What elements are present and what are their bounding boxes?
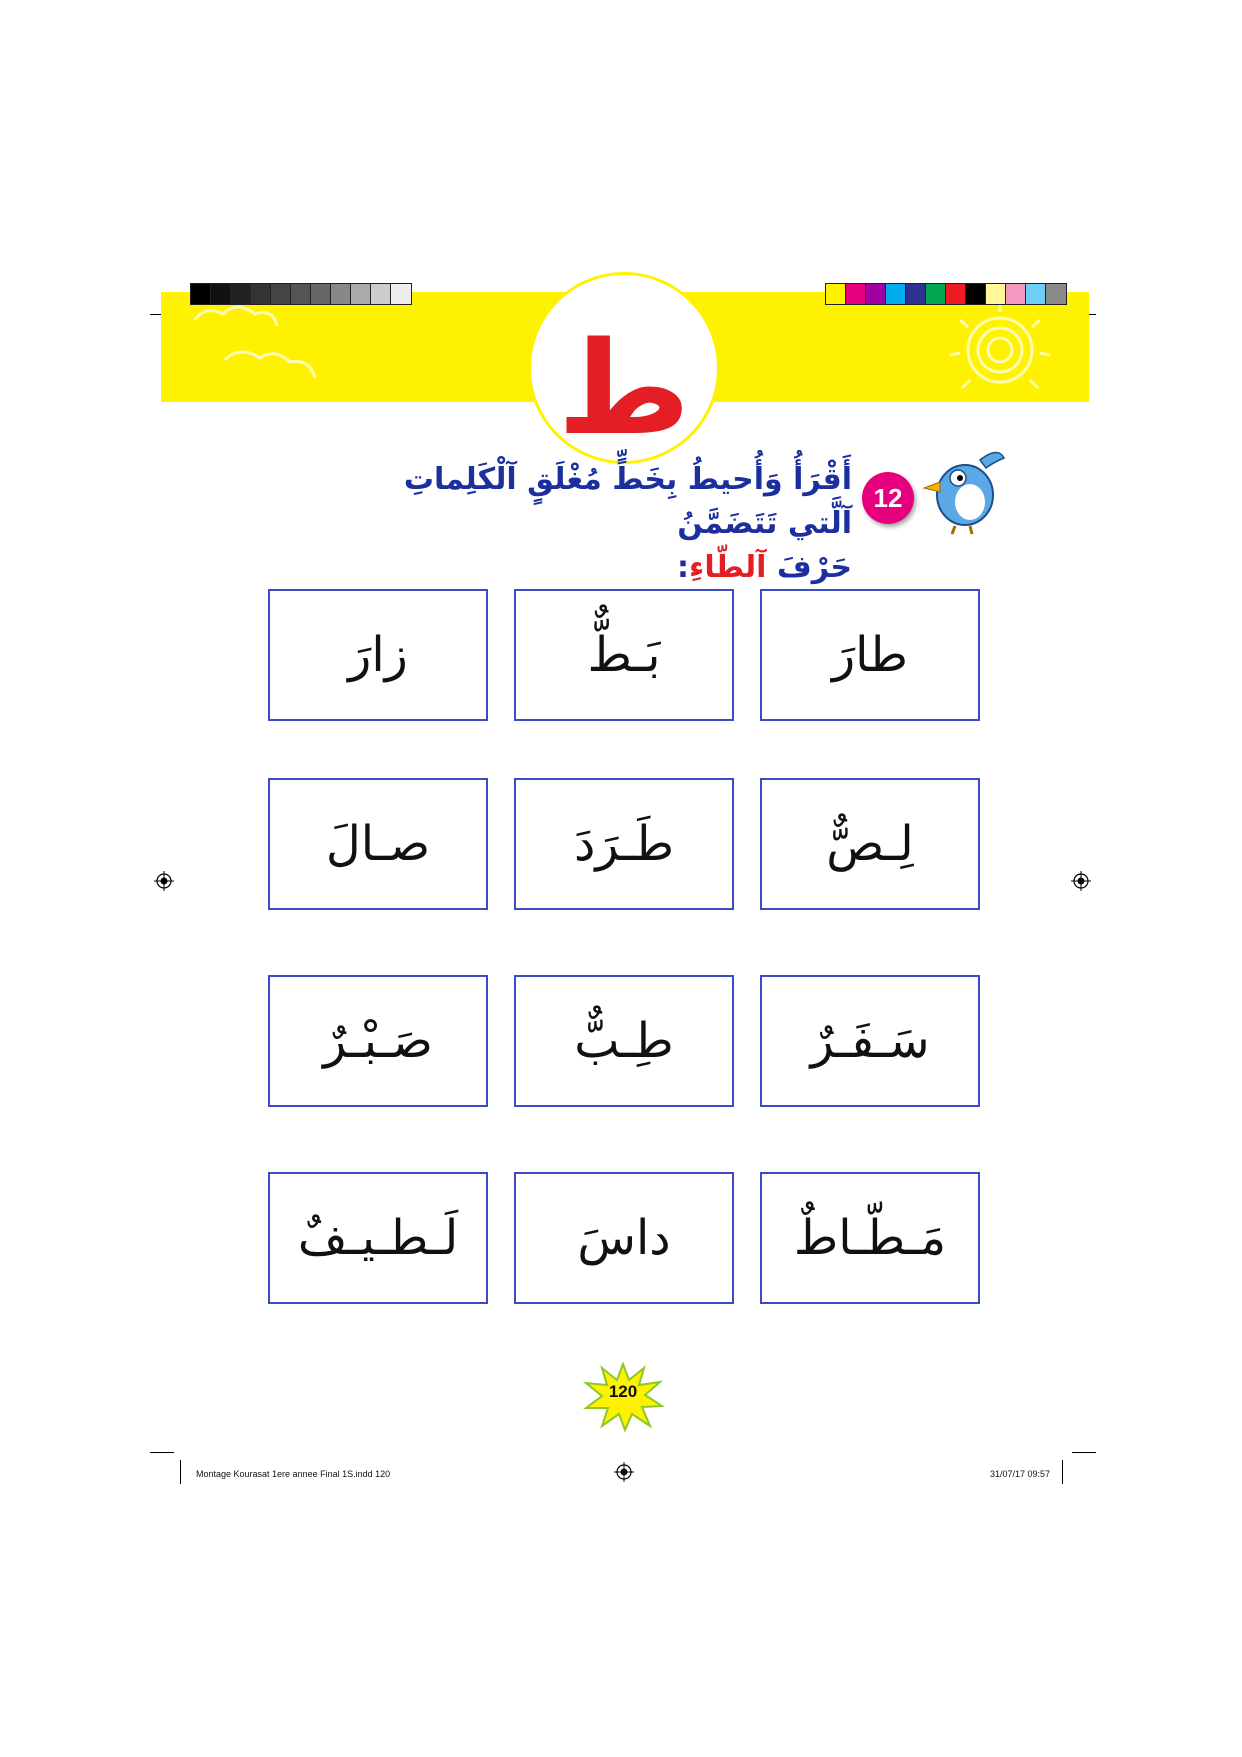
color-swatch <box>926 284 946 304</box>
gray-swatch <box>351 284 371 304</box>
gray-swatch <box>371 284 391 304</box>
word-box[interactable]: صـالَ <box>268 778 488 910</box>
color-swatch <box>866 284 886 304</box>
word-box[interactable]: لِـصٌّ <box>760 778 980 910</box>
date-time-slug: 31/07/17 09:57 <box>990 1469 1051 1479</box>
color-swatch <box>1046 284 1066 304</box>
grayscale-color-bar <box>190 283 412 305</box>
word-box[interactable]: بَـطٌّ <box>514 589 734 721</box>
instruction-text: حَرْفَ <box>776 550 852 585</box>
exercise-instruction <box>332 458 852 590</box>
word-box[interactable]: لَـطـيـفٌ <box>268 1172 488 1304</box>
word-box[interactable]: زارَ <box>268 589 488 721</box>
color-swatch <box>886 284 906 304</box>
word-box[interactable]: صَـبْـرٌ <box>268 975 488 1107</box>
color-swatch <box>1026 284 1046 304</box>
trim-mark <box>1072 1452 1096 1453</box>
bird-mascot-icon <box>910 440 1010 536</box>
trim-mark <box>150 1452 174 1453</box>
gray-swatch <box>231 284 251 304</box>
file-name-slug: Montage Kourasat 1ere annee Final 1S.indd 120 <box>196 1469 391 1479</box>
gray-swatch <box>191 284 211 304</box>
gray-swatch <box>391 284 411 304</box>
word-box[interactable]: طارَ <box>760 589 980 721</box>
registration-mark-icon <box>1071 871 1091 891</box>
cmyk-color-bar <box>825 283 1067 305</box>
registration-mark-icon <box>154 871 174 891</box>
color-swatch <box>906 284 926 304</box>
gray-swatch <box>211 284 231 304</box>
gray-swatch <box>271 284 291 304</box>
instruction-line-1: أَقْرَأُ وَأُحيطُ بِخَطٍّ مُغْلَقٍ آلْكَلِماتِ آلَّتي تَتَضَمَّنُ <box>403 462 852 541</box>
word-box[interactable]: طِـبٌّ <box>514 975 734 1107</box>
color-swatch <box>1006 284 1026 304</box>
color-swatch <box>986 284 1006 304</box>
color-swatch <box>826 284 846 304</box>
instruction-colon: : <box>677 550 690 585</box>
gray-swatch <box>251 284 271 304</box>
gray-swatch <box>311 284 331 304</box>
word-box[interactable]: طَـرَدَ <box>514 778 734 910</box>
instruction-highlight: آلطّاءِ <box>689 550 767 585</box>
cloud-icon <box>185 300 335 390</box>
page-number: 120 <box>608 1382 638 1401</box>
registration-mark-icon <box>614 1462 634 1482</box>
exercise-number-badge: 12 <box>862 472 914 524</box>
color-swatch <box>846 284 866 304</box>
trim-mark <box>180 1460 181 1484</box>
word-box[interactable]: مَـطّـاطٌ <box>760 1172 980 1304</box>
word-box[interactable]: سَـفَـرٌ <box>760 975 980 1107</box>
instruction-line-2 <box>332 546 852 590</box>
featured-letter: ط <box>557 315 691 464</box>
gray-swatch <box>291 284 311 304</box>
color-swatch <box>966 284 986 304</box>
sun-icon <box>940 300 1060 400</box>
gray-swatch <box>331 284 351 304</box>
trim-mark <box>1062 1460 1063 1484</box>
word-box[interactable]: داسَ <box>514 1172 734 1304</box>
color-swatch <box>946 284 966 304</box>
